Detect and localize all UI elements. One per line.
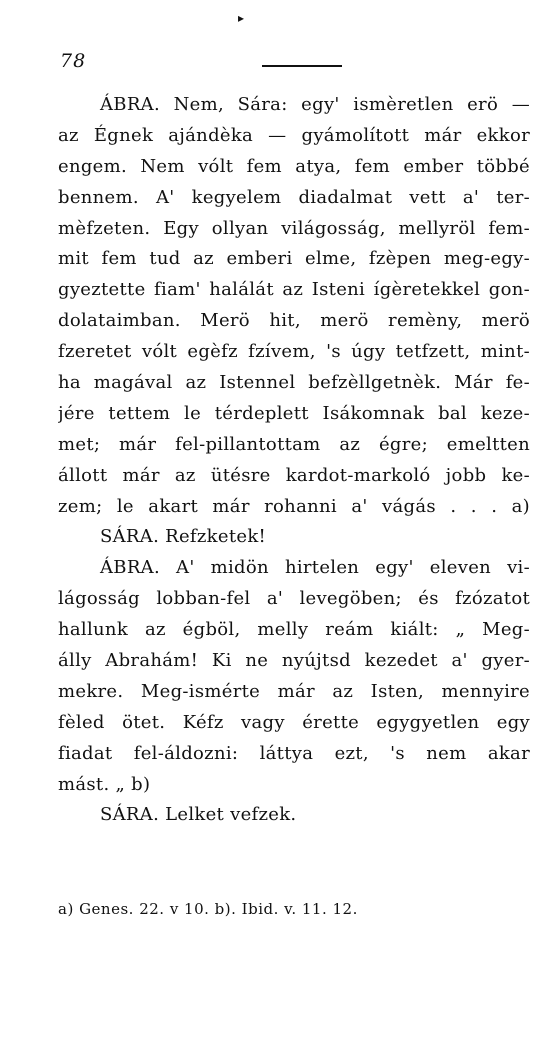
text-line: hallunk az égböl, melly reám kiált: „ Meg- bbox=[58, 619, 530, 641]
text-line: lágosság lobban-fel a' levegöben; és fzózatot bbox=[58, 588, 530, 610]
speaker-line: SÁRA. Lelket vefzek. bbox=[100, 804, 297, 826]
text-line: mást. „ b) bbox=[58, 773, 151, 795]
header-rule bbox=[262, 65, 342, 67]
text-line: jére tettem le térdeplett Isákomnak bal keze- bbox=[58, 402, 530, 424]
text-line: bennem. A' kegyelem diadalmat vett a' ter- bbox=[58, 186, 530, 208]
text-line: ÁBRA. Nem, Sára: egy' ismèretlen erö — bbox=[100, 94, 530, 115]
text-line: ÁBRA. A' midön hirtelen egy' eleven vi- bbox=[100, 557, 530, 579]
dialogue-text bbox=[58, 90, 530, 831]
text-line: állott már az ütésre kardot-markoló jobb ke- bbox=[58, 464, 530, 486]
speaker-line: SÁRA. Refzketek! bbox=[100, 526, 267, 548]
text-line: fiadat fel-áldozni: láttya ezt, 's nem akar bbox=[58, 742, 530, 764]
text-line: az Égnek ajándèka — gyámolított már ekkor bbox=[58, 124, 530, 146]
footnotes: a) Genes. 22. v 10. b). Ibid. v. 11. 12. bbox=[58, 900, 358, 918]
top-printer-mark: ▸ bbox=[238, 11, 245, 25]
text-line: gyeztette fiam' halálát az Isteni ígèretekkel gon- bbox=[58, 279, 530, 301]
text-line: zem; le akart már rohanni a' vágás . . . a) bbox=[58, 495, 530, 517]
text-line: mekre. Meg-ismérte már az Isten, mennyire bbox=[58, 680, 530, 702]
text-line: mit fem tud az emberi elme, fzèpen meg-egy- bbox=[58, 248, 530, 270]
text-line: engem. Nem vólt fem atya, fem ember többé bbox=[58, 155, 530, 177]
text-line: met; már fel-pillantottam az égre; emeltten bbox=[58, 433, 530, 455]
text-line: álly Abrahám! Ki ne nyújtsd kezedet a' gyer- bbox=[58, 650, 530, 672]
text-line: dolataimban. Merö hit, merö remèny, merö bbox=[58, 310, 530, 332]
page-number: 78 bbox=[60, 50, 87, 72]
text-line: ha magával az Istennel befzèllgetnèk. Már fe- bbox=[58, 372, 530, 394]
text-line: fzeretet vólt egèfz fzívem, 's úgy tetfzett, mint- bbox=[58, 341, 530, 363]
text-line: mèfzeten. Egy ollyan világosság, mellyröl fem- bbox=[58, 217, 530, 239]
text-line: fèled ötet. Kéfz vagy érette egygyetlen egy bbox=[58, 711, 530, 733]
